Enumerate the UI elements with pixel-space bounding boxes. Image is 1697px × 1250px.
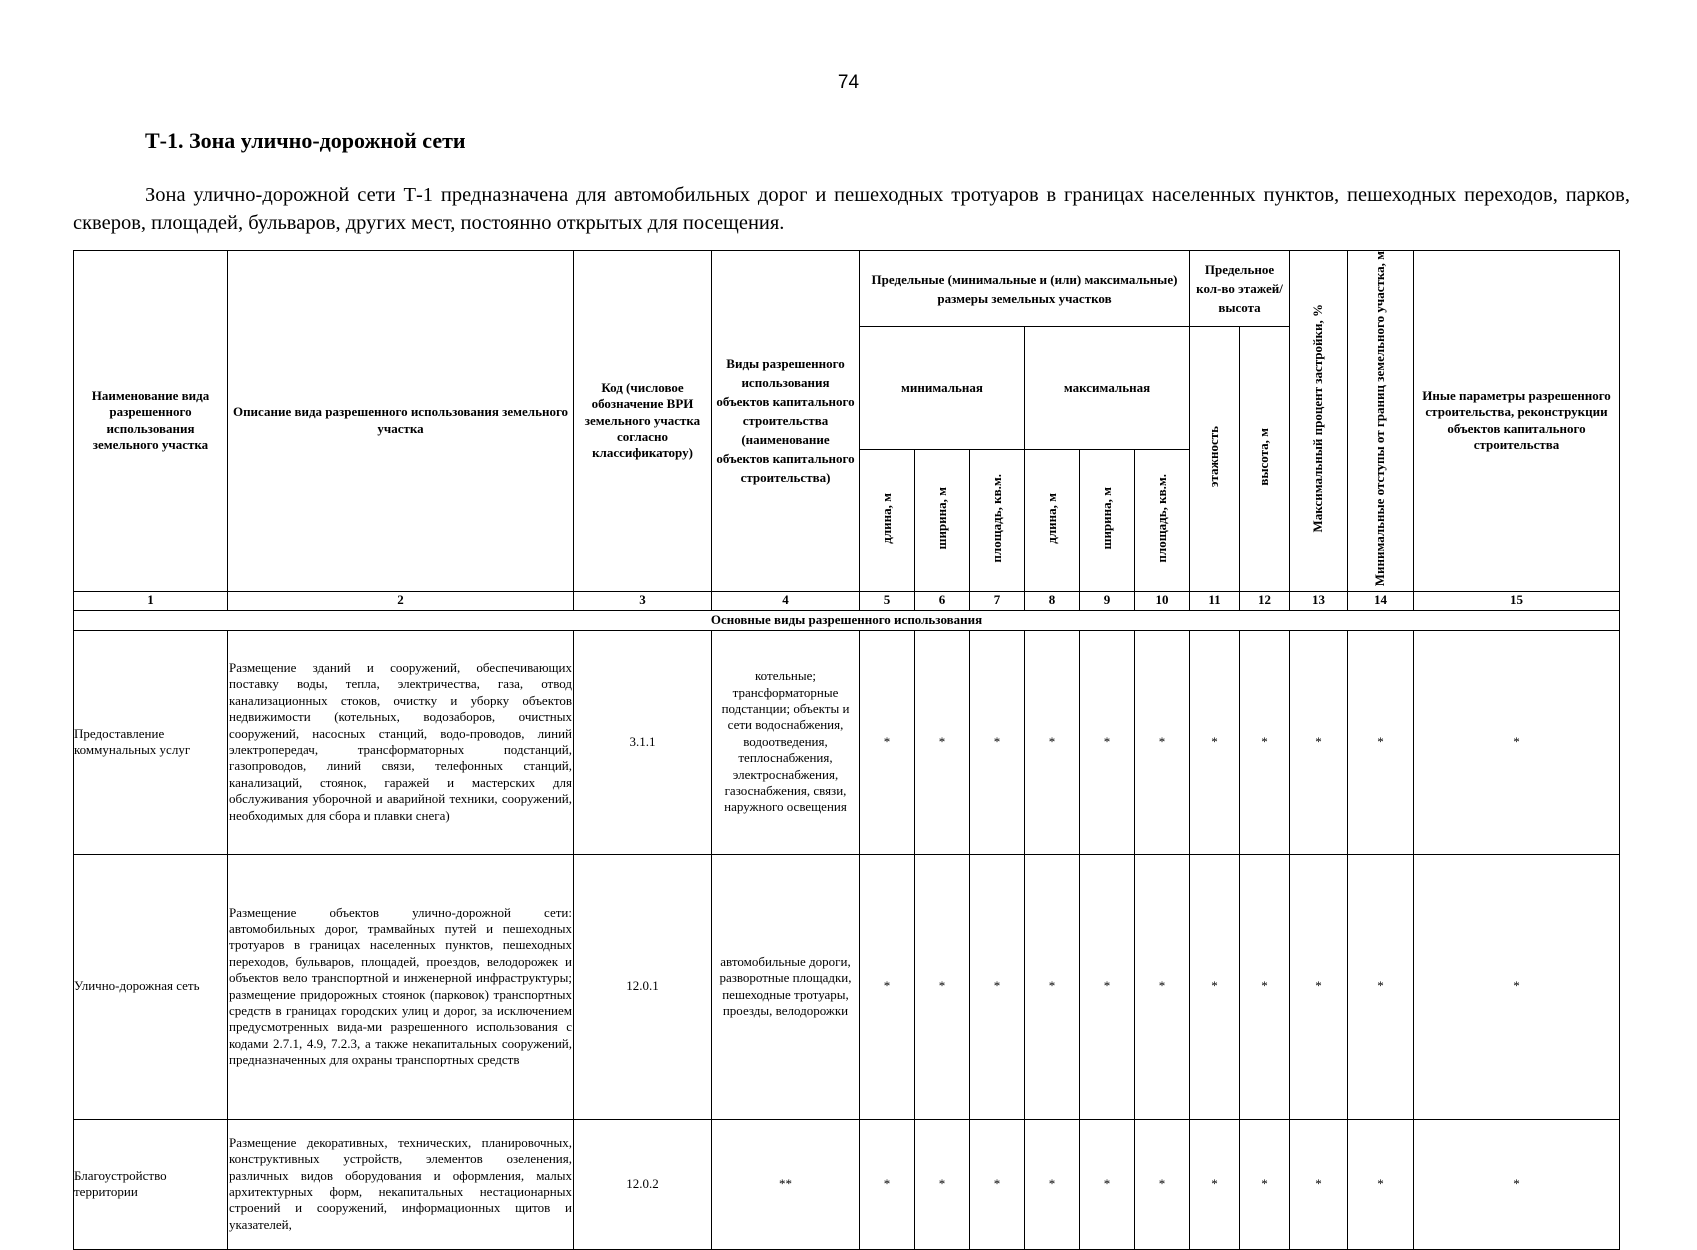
column-number: 4 [712,591,860,610]
max-area-value: * [1135,854,1190,1119]
section-row [74,610,1620,630]
use-name: Благоустройство территории [74,1119,228,1249]
header-min-length [860,449,915,591]
min-area-value: * [970,1119,1025,1249]
floors-value: * [1190,1119,1240,1249]
min-area-value: * [970,854,1025,1119]
max-percent-value: * [1290,630,1348,854]
min-length-value: * [860,630,915,854]
min-width-value: * [915,1119,970,1249]
use-code: 3.1.1 [574,630,712,854]
use-description: Размещение декоративных, технических, планировочных, конструктивных устройств, элементов озеленения, различных видов оборудования и оформления, малых архитектурных форм, некапитальных нестационарных строений и сооружений, информационных щитов и указателей, [228,1119,574,1249]
column-number: 10 [1135,591,1190,610]
other-params-value: * [1414,854,1620,1119]
header-max-percent-text: Максимальный процент застройки, % [1310,304,1326,533]
column-numbers-row [74,591,1620,610]
table-row [74,1119,1620,1249]
header-other: Иные параметры разрешенного строительства, реконструкции объектов капитального строительства [1414,251,1620,592]
use-objects: котельные; трансформаторные подстанции; объекты и сети водоснабжения, водоотведения, теплоснабжения, электроснабжения, газоснабжения, связи, наружного освещения [712,630,860,854]
regulations-table-wrapper [73,250,1619,1250]
header-floors-group: Предельное кол-во этажей/ высота [1190,251,1290,327]
header-max-length-text: длина, м [1043,492,1059,544]
height-value: * [1240,854,1290,1119]
header-height-text: высота, м [1256,427,1272,486]
use-code: 12.0.2 [574,1119,712,1249]
min-width-value: * [915,630,970,854]
max-length-value: * [1025,630,1080,854]
max-percent-value: * [1290,854,1348,1119]
regulations-table [73,250,1620,1250]
header-min-area-text: площадь, кв.м. [988,473,1004,563]
max-area-value: * [1135,1119,1190,1249]
header-max-area [1135,449,1190,591]
max-width-value: * [1080,854,1135,1119]
header-min-width-text: ширина, м [933,486,949,550]
column-number: 15 [1414,591,1620,610]
header-code: Код (числовое обозначение ВРИ земельного участка согласно классификатору) [574,251,712,592]
column-number: 8 [1025,591,1080,610]
column-number: 5 [860,591,915,610]
page-number: 74 [837,72,860,93]
header-max-length [1025,449,1080,591]
header-max-width [1080,449,1135,591]
other-params-value: * [1414,1119,1620,1249]
header-floors-text: этажность [1206,426,1222,488]
use-objects: ** [712,1119,860,1249]
floors-value: * [1190,630,1240,854]
header-min-width [915,449,970,591]
use-code: 12.0.1 [574,854,712,1119]
height-value: * [1240,1119,1290,1249]
header-max-width-text: ширина, м [1098,486,1114,550]
column-number: 1 [74,591,228,610]
use-name: Предоставление коммунальных услуг [74,630,228,854]
header-min-setback [1348,251,1414,592]
height-value: * [1240,630,1290,854]
header-min-length-text: длина, м [878,492,894,544]
max-area-value: * [1135,630,1190,854]
header-description: Описание вида разрешенного использования земельного участка [228,251,574,592]
max-width-value: * [1080,630,1135,854]
header-objects: Виды разрешенного использования объектов капитального строительства (наименование объектов капитального строительства) [712,251,860,592]
table-row [74,854,1620,1119]
column-number: 2 [228,591,574,610]
header-max-area-text: площадь, кв.м. [1153,473,1169,563]
section-title: Основные виды разрешенного использования [74,610,1620,630]
use-name: Улично-дорожная сеть [74,854,228,1119]
header-min: минимальная [860,327,1025,450]
floors-value: * [1190,854,1240,1119]
table-row [74,630,1620,854]
min-setback-value: * [1348,854,1414,1119]
column-number: 7 [970,591,1025,610]
max-width-value: * [1080,1119,1135,1249]
header-min-area [970,449,1025,591]
max-length-value: * [1025,1119,1080,1249]
max-percent-value: * [1290,1119,1348,1249]
min-length-value: * [860,854,915,1119]
header-limits: Предельные (минимальные и (или) максимальные) размеры земельных участков [860,251,1190,327]
max-length-value: * [1025,854,1080,1119]
column-number: 3 [574,591,712,610]
zone-description: Зона улично-дорожной сети Т-1 предназначена для автомобильных дорог и пешеходных тротуаров в границах населенных пунктов, пешеходных переходов, парков, скверов, площадей, бульваров, других мест, постоянно открытых для посещения. [73,184,1630,234]
use-objects: автомобильные дороги, разворотные площадки, пешеходные тротуары, проезды, велодорожки [712,854,860,1119]
column-number: 12 [1240,591,1290,610]
header-floors [1190,327,1240,592]
use-description: Размещение объектов улично-дорожной сети: автомобильных дорог, трамвайных путей и пешеходных тротуаров в границах населенных пунктов, пешеходных переходов, бульваров, площадей, проездов, велодорожек и объектов вело транспортной и инженерной инфраструктуры; размещение придорожных стоянок (парковок) транспортных средств в границах городских улиц и дорог, за исключением предусмотренных вида-ми разрешенного использования с кодами 2.7.1, 4.9, 7.2.3, а также некапитальных сооружений, предназначенных для охраны транспортных средств [228,854,574,1119]
header-name: Наименование вида разрешенного использования земельного участка [74,251,228,592]
min-area-value: * [970,630,1025,854]
min-length-value: * [860,1119,915,1249]
column-number: 6 [915,591,970,610]
zone-title: Т-1. Зона улично-дорожной сети [145,128,466,153]
header-max-percent [1290,251,1348,592]
header-max: максимальная [1025,327,1190,450]
column-number: 9 [1080,591,1135,610]
min-setback-value: * [1348,1119,1414,1249]
use-description: Размещение зданий и сооружений, обеспечивающих поставку воды, тепла, электричества, газа, отвод канализационных стоков, очистку и уборку объектов недвижимости (котельных, водозаборов, очистных сооружений, насосных станций, водо-проводов, линий электропередач, трансформаторных подстанций, газопроводов, линий связи, телефонных станций, канализаций, стоянок, гаражей и мастерских для обслуживания уборочной и аварийной техники, сооружений, необходимых для сбора и плавки снега) [228,630,574,854]
column-number: 11 [1190,591,1240,610]
column-number: 14 [1348,591,1414,610]
min-width-value: * [915,854,970,1119]
column-number: 13 [1290,591,1348,610]
min-setback-value: * [1348,630,1414,854]
header-height [1240,327,1290,592]
header-min-setback-text: Минимальные отступы от границ земельного участка, м [1372,251,1388,587]
other-params-value: * [1414,630,1620,854]
